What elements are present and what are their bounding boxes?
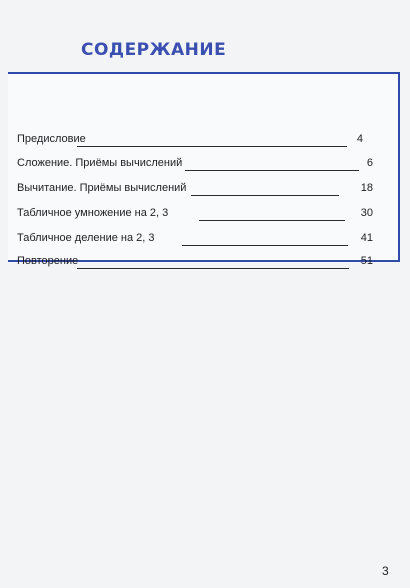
toc-title: СОДЕРЖАНИЕ	[81, 40, 227, 60]
toc-item-review	[17, 254, 373, 270]
toc-item-label: Предисловие	[17, 133, 86, 145]
toc-leader-line	[77, 268, 349, 269]
page-number: 3	[382, 564, 389, 578]
toc-leader-line	[199, 220, 345, 221]
toc-item-multiplication	[17, 206, 373, 222]
toc-item-subtraction	[17, 181, 373, 197]
toc-item-label: Вычитание. Приёмы вычислений	[17, 182, 187, 194]
toc-leader-line	[185, 170, 359, 171]
toc-item-preface	[17, 132, 373, 148]
toc-item-page: 18	[360, 182, 373, 194]
toc-item-page: 30	[360, 207, 373, 219]
toc-item-label: Повторение	[17, 255, 79, 267]
toc-item-label: Табличное умножение на 2, 3	[17, 207, 169, 219]
toc-item-addition	[17, 156, 373, 172]
toc-item-page: 4	[356, 133, 363, 145]
toc-item-label: Сложение. Приёмы вычислений	[17, 157, 183, 169]
toc-leader-line	[77, 146, 347, 147]
toc-item-page: 6	[366, 157, 373, 169]
toc-item-division	[17, 231, 373, 247]
toc-item-page: 51	[360, 255, 373, 267]
toc-item-page: 41	[360, 232, 373, 244]
toc-item-label: Табличное деление на 2, 3	[17, 232, 155, 244]
toc-leader-line	[191, 195, 339, 196]
toc-leader-line	[182, 245, 348, 246]
